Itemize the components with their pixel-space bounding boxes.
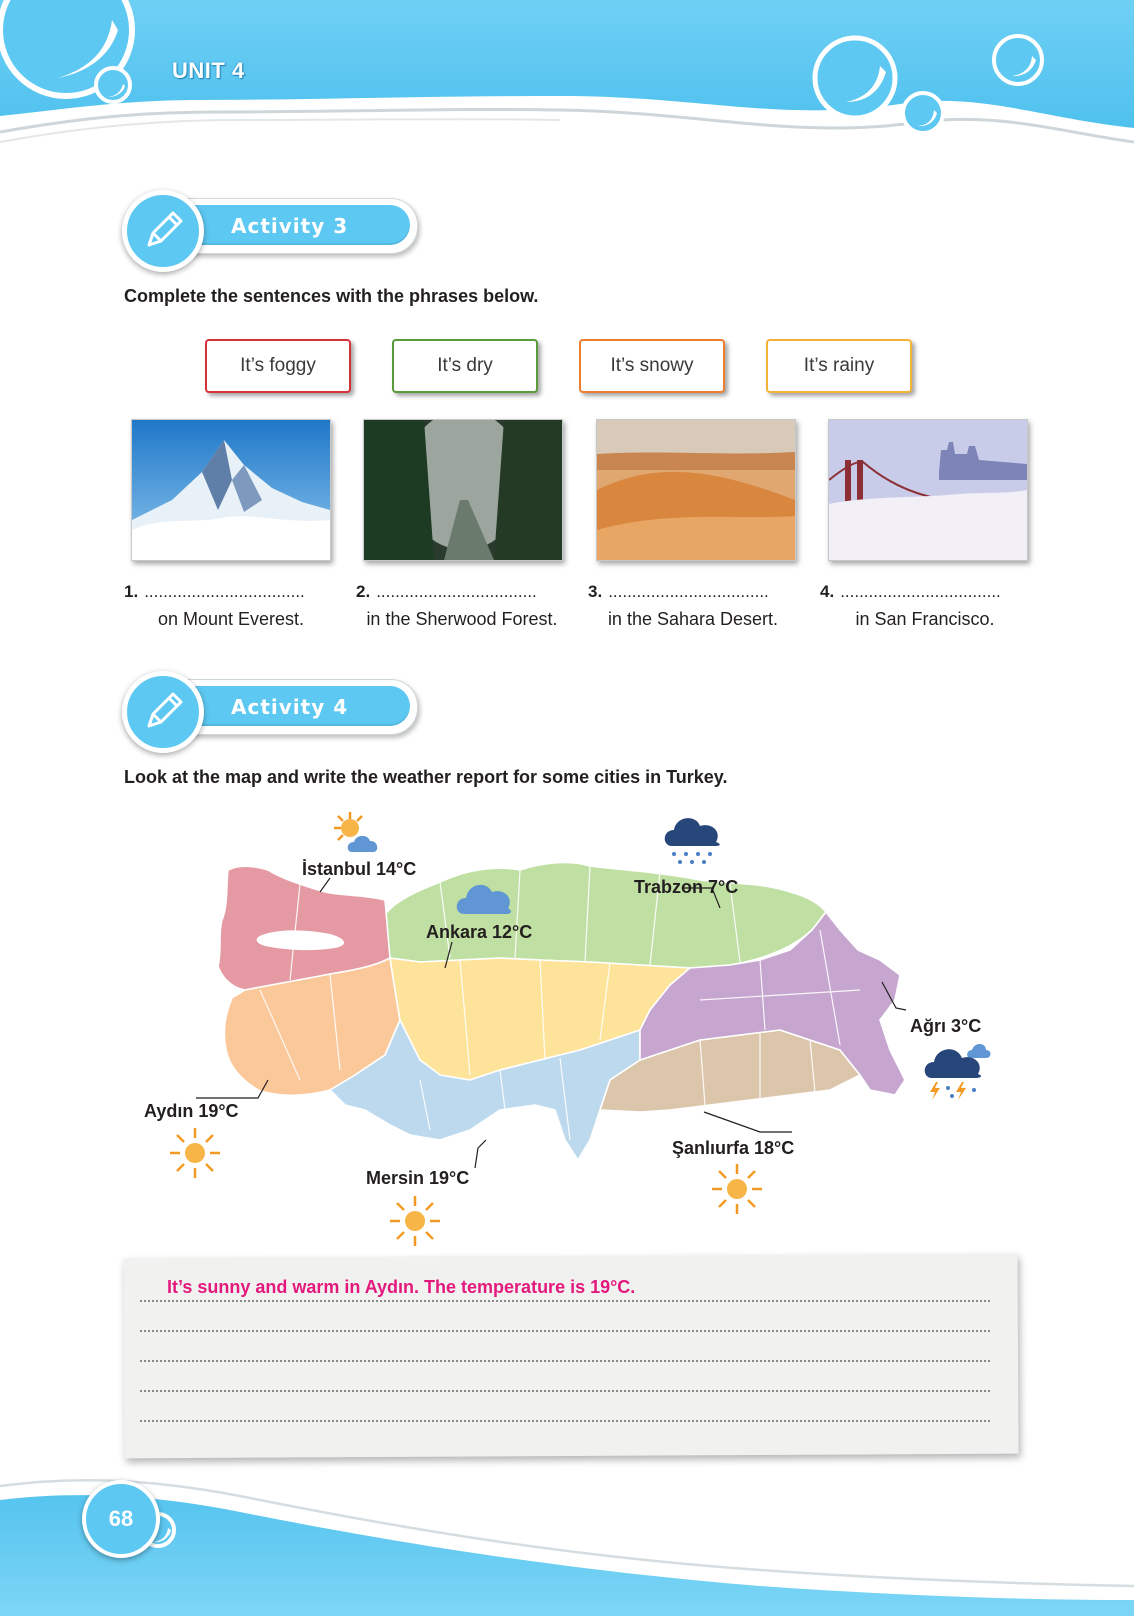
istanbul-leader-line <box>320 878 330 892</box>
blank-dots: .................................. <box>144 582 305 601</box>
blank-dots: .................................. <box>608 582 769 601</box>
example-sentence: It’s sunny and warm in Aydın. The temperature is 19°C. <box>167 1277 636 1297</box>
city-label-istanbul: İstanbul 14°C <box>302 859 417 879</box>
phrase-rainy[interactable]: It’s rainy <box>766 339 912 393</box>
sentence-1-caption: on Mount Everest. <box>157 609 305 629</box>
phrase-dry[interactable]: It’s dry <box>392 339 538 393</box>
aydin-sun-icon <box>168 1126 222 1180</box>
item-number: 1. <box>124 582 139 601</box>
cloud-icon <box>452 874 516 918</box>
answer-line-4[interactable] <box>140 1390 990 1392</box>
city-label-sanliurfa: Şanlıurfa 18°C <box>672 1138 795 1158</box>
sentence-4-caption: in San Francisco. <box>855 609 995 629</box>
activity-4-instruction: Look at the map and write the weather report for some cities in Turkey. <box>124 767 728 787</box>
city-label-ankara: Ankara 12°C <box>426 922 533 942</box>
mersin-sun-icon <box>388 1194 442 1248</box>
city-label-mersin: Mersin 19°C <box>366 1168 470 1188</box>
item-number: 3. <box>588 582 603 601</box>
phrase-foggy[interactable]: It’s foggy <box>205 339 351 393</box>
activity-3-title: Activity 3 <box>231 214 349 238</box>
footer-band <box>0 1460 1134 1616</box>
activity-4-title: Activity 4 <box>231 695 349 719</box>
sanliurfa-leader-line <box>704 1112 792 1132</box>
page-number: 68 <box>82 1480 160 1558</box>
city-label-aydin: Aydın 19°C <box>144 1101 239 1121</box>
rain-cloud-icon <box>662 814 724 870</box>
answer-line-1[interactable] <box>140 1300 990 1302</box>
sun-cloud-icon <box>328 810 384 860</box>
city-label-trabzon: Trabzon 7°C <box>634 877 739 897</box>
sentence-2-caption: in the Sherwood Forest. <box>366 609 558 629</box>
unit-label: UNIT 4 <box>172 58 245 83</box>
thunderstorm-icon <box>922 1036 992 1102</box>
city-label-agri: Ağrı 3°C <box>910 1016 982 1036</box>
answer-line-2[interactable] <box>140 1330 990 1332</box>
blank-dots: .................................. <box>376 582 537 601</box>
item-number: 4. <box>820 582 835 601</box>
phrase-snowy[interactable]: It’s snowy <box>579 339 725 393</box>
mersin-leader-line <box>475 1140 486 1168</box>
sanliurfa-sun-icon <box>710 1162 764 1216</box>
item-number: 2. <box>356 582 371 601</box>
answer-line-5[interactable] <box>140 1420 990 1422</box>
sentence-3-caption: in the Sahara Desert. <box>607 609 779 629</box>
activity-3-instruction: Complete the sentences with the phrases below. <box>124 286 539 306</box>
blank-dots: .................................. <box>840 582 1001 601</box>
answer-line-3[interactable] <box>140 1360 990 1362</box>
